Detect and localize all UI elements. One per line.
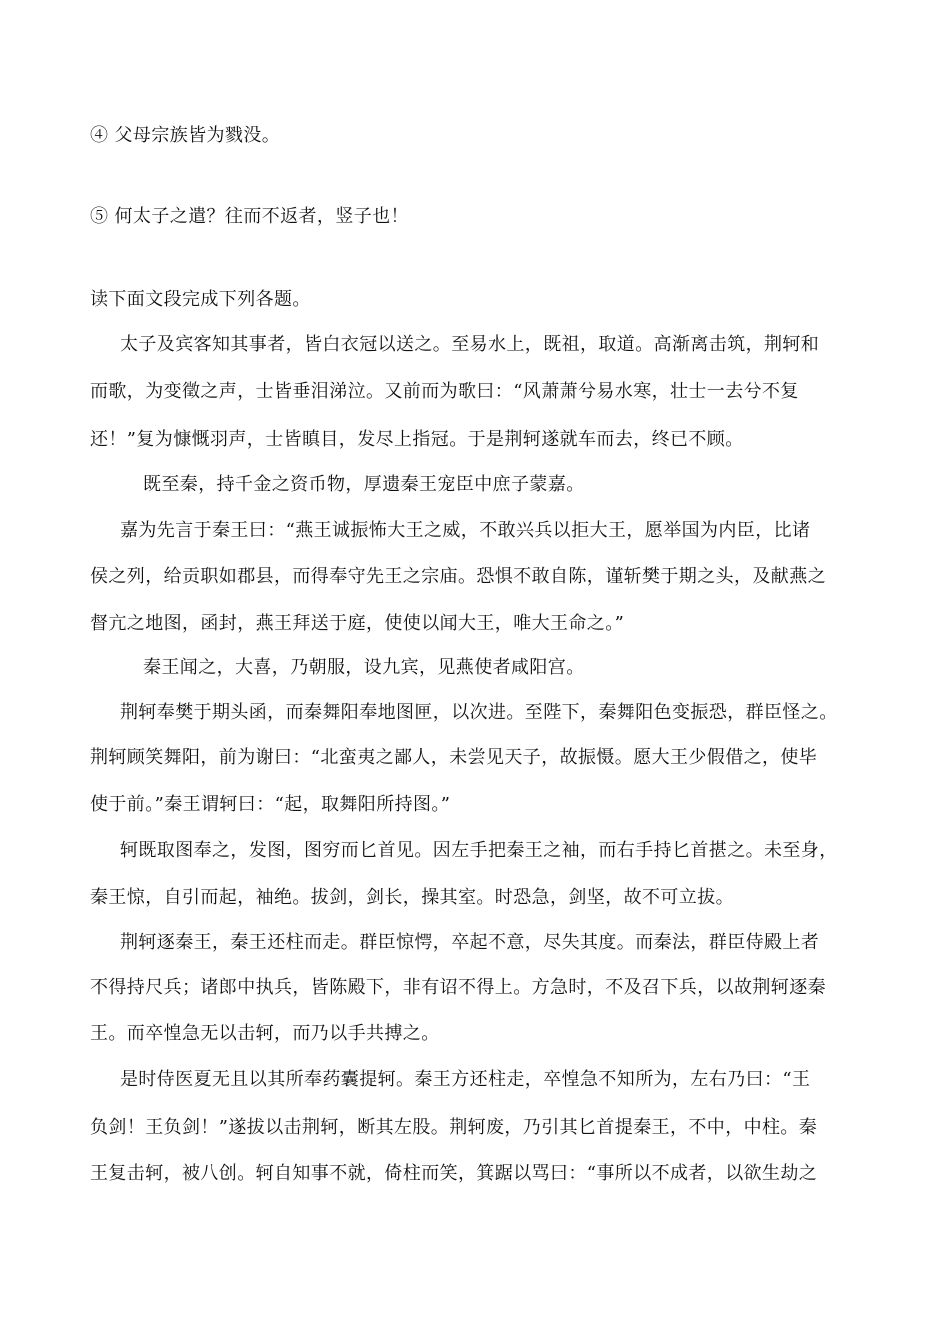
answer-item-4: ④ 父母宗族皆为戮没。: [90, 125, 281, 146]
passage-line: 既至秦，持千金之资币物，厚遗秦王宠臣中庶子蒙嘉。: [143, 474, 585, 495]
question-instruction: 读下面文段完成下列各题。: [90, 289, 311, 310]
passage-line: 荆轲顾笑舞阳，前为谢曰：“北蛮夷之鄙人，未尝见天子，故振慑。愿大王少假借之，使毕: [90, 747, 818, 768]
passage-line: 嘉为先言于秦王曰：“燕王诚振怖大王之威，不敢兴兵以拒大王，愿举国为内臣，比诸: [120, 520, 811, 541]
passage-line: 荆轲逐秦王，秦王还柱而走。群臣惊愕，卒起不意，尽失其度。而秦法，群臣侍殿上者: [120, 932, 820, 953]
passage-line: 使于前。”秦王谓轲曰：“起，取舞阳所持图。”: [90, 794, 451, 815]
passage-line: 荆轲奉樊于期头函，而秦舞阳奉地图匣，以次进。至陛下，秦舞阳色变振恐，群臣怪之。: [120, 702, 838, 723]
answer-item-5: ⑤ 何太子之遣？往而不返者，竖子也！: [90, 206, 409, 227]
passage-line: 王复击轲，被八创。轲自知事不就，倚柱而笑，箕踞以骂曰：“事所以不成者，以欲生劫之: [90, 1163, 818, 1184]
passage-line: 还！”复为慷慨羽声，士皆瞋目，发尽上指冠。于是荆轲遂就车而去，终已不顾。: [90, 429, 744, 450]
passage-line: 秦王惊，自引而起，袖绝。拔剑，剑长，操其室。时恐急，剑坚，故不可立拔。: [90, 887, 734, 908]
passage-line: 而歌，为变徵之声，士皆垂泪涕泣。又前而为歌曰：“风萧萧兮易水寒，壮士一去兮不复: [90, 381, 799, 402]
passage-line: 负剑！王负剑！”遂拔以击荆轲，断其左股。荆轲废，乃引其匕首提秦王，不中，中柱。秦: [90, 1117, 818, 1138]
passage-line: 太子及宾客知其事者，皆白衣冠以送之。至易水上，既祖，取道。高渐离击筑，荆轲和: [120, 334, 820, 355]
passage-line: 轲既取图奉之，发图，图穷而匕首见。因左手把秦王之袖，而右手持匕首揕之。未至身，: [120, 840, 838, 861]
passage-line: 是时侍医夏无且以其所奉药囊提轲。秦王方还柱走，卒惶急不知所为，左右乃曰：“王: [120, 1069, 811, 1090]
passage-line: 督亢之地图，函封，燕王拜送于庭，使使以闻大王，唯大王命之。”: [90, 613, 625, 634]
passage-line: 侯之列，给贡职如郡县，而得奉守先王之宗庙。恐惧不敢自陈，谨斩樊于期之头，及献燕之: [90, 566, 826, 587]
passage-line: 秦王闻之，大喜，乃朝服，设九宾，见燕使者咸阳宫。: [143, 657, 585, 678]
passage-line: 不得持尺兵；诸郎中执兵，皆陈殿下，非有诏不得上。方急时，不及召下兵，以故荆轲逐秦: [90, 977, 826, 998]
passage-line: 王。而卒惶急无以击轲，而乃以手共搏之。: [90, 1023, 440, 1044]
